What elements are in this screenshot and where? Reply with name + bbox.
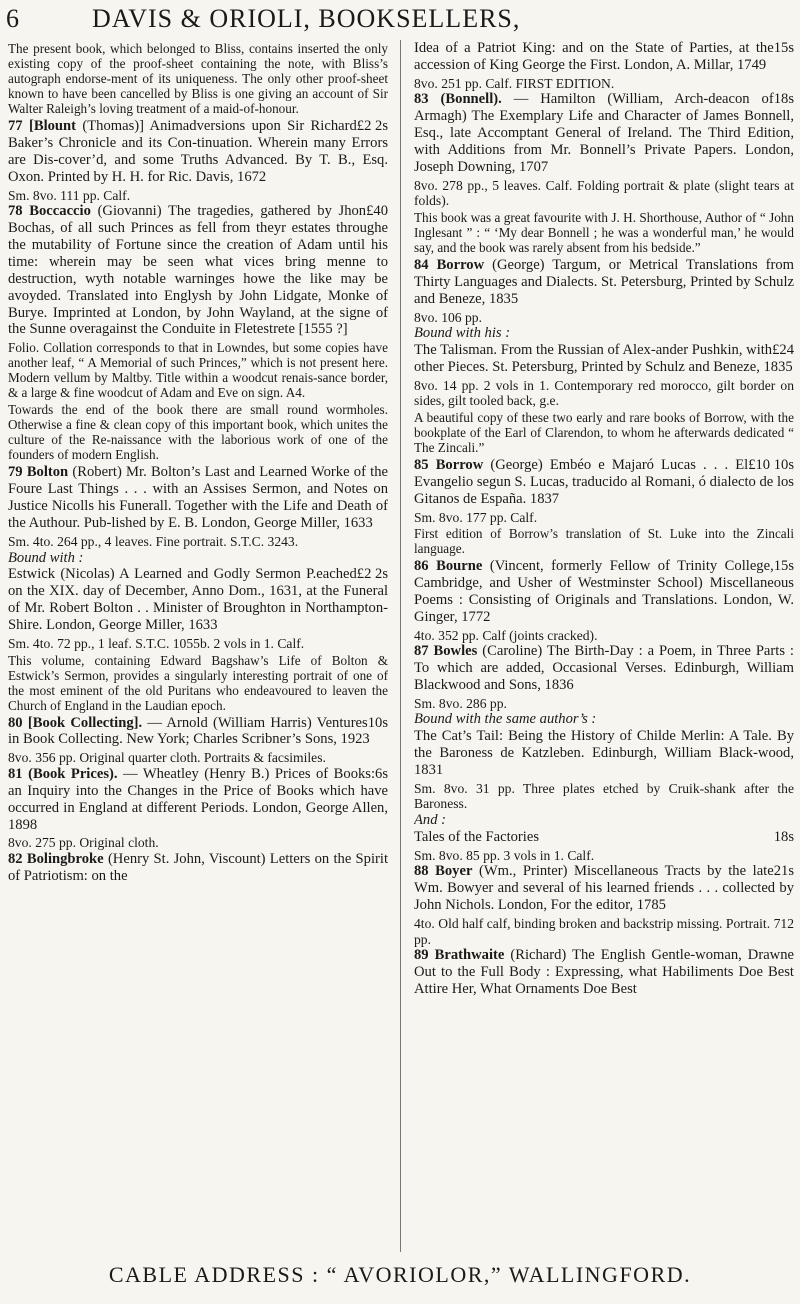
entry-author: Bowles xyxy=(433,643,478,660)
entry-description: Estwick (Nicolas) A Learned and Godly Sermon P.eached on the XIX. day of December, Anno Dom., 1631, at the Funeral of Mr. Robert Bolton . . Minister of Broughton in Northampton-Shire. London, George Miller, 1633 xyxy=(8,566,388,634)
lot-number: 79 xyxy=(8,464,23,481)
catalogue-entry xyxy=(414,342,794,376)
entry-price: 10s xyxy=(367,714,388,731)
lot-number: 86 xyxy=(414,558,429,574)
entry-description: (Caroline) The Birth-Day : a Poem, in Three Parts : To which are added, Occasional Verses. Edinburgh, William Blackwood and Sons, 1836 xyxy=(414,643,794,693)
entry-note: Towards the end of the book there are small round wormholes. Otherwise a fine & clean copy of this important book, which unites the culture of the Re-naissance with the laborious work of one of the founders of modern English. xyxy=(8,402,388,463)
lot-number: 84 xyxy=(414,256,429,273)
lot-number: 87 xyxy=(414,643,429,660)
catalogue-entry xyxy=(414,257,794,308)
entry-note: This volume, containing Edward Bagshaw’s Life of Bolton & Estwick’s Sermon, provides a singularly interesting portrait of one of the most eminent of the old Puritans who endeavoured to leaven the Church of England in the Laudian epoch. xyxy=(8,652,388,713)
entry-price: £2 2s xyxy=(356,118,388,134)
entry-description: The Talisman. From the Russian of Alex-ander Pushkin, with other Pieces. St. Petersburg, Printed by Schulz and Beneze, 1835 xyxy=(414,341,793,375)
collation-line: Sm. 8vo. 177 pp. Calf. xyxy=(414,509,538,525)
entry-price: £40 xyxy=(366,203,388,220)
entry-author: Bolingbroke xyxy=(26,850,104,867)
running-title: DAVIS & ORIOLI, BOOKSELLERS, xyxy=(92,4,521,33)
entry-description: — Wheatley (Henry B.) Prices of Books: an Inquiry into the Changes in the Price of Books which have occurred in England at different Periods. London, George Allen, 1898 xyxy=(8,765,388,833)
collation-line: Sm. 8vo. 111 pp. Calf. xyxy=(8,187,131,203)
entry-author: Borrow xyxy=(436,256,485,273)
page-header xyxy=(0,4,800,42)
entry-description: Tales of the Factories xyxy=(414,828,540,845)
entry-price: 18s xyxy=(773,91,794,108)
collation-line: 8vo. 106 pp. xyxy=(414,309,482,325)
bound-with-label: Bound with : xyxy=(8,549,84,566)
catalogue-entry xyxy=(414,457,794,508)
entry-author: Bolton xyxy=(26,464,69,481)
entry-author: (Book Prices). xyxy=(28,765,118,782)
entry-author: [Blount xyxy=(28,118,77,134)
catalogue-entry xyxy=(8,715,388,749)
bound-with-label: Bound with his : xyxy=(414,325,511,342)
entry-price: 21s xyxy=(773,863,794,880)
collation-line: Sm. 8vo. 85 pp. 3 vols in 1. Calf. xyxy=(414,847,595,863)
entry-description: (Robert) Mr. Bolton’s Last and Learned Worke of the Foure Last Things . . . with an Assises Sermon, and Notes on Justice Nicolls his Funerall. Together with the Life and Death of the Authour. Pub-lished by E. B. London, George Miller, 1633 xyxy=(8,464,388,532)
entry-description: — Arnold (William Harris) Ventures in Book Collecting. New York; Charles Scribner’s Sons, 1923 xyxy=(8,714,370,748)
lot-number: 83 xyxy=(414,91,429,108)
catalogue-entry xyxy=(8,464,388,532)
entry-description: (Giovanni) The tragedies, gathered by Jhon Bochas, of all such Princes as fell from theyr estates throughe the mutability of Fortune since the creation of Adam until his time: wherein may be seen what vices bring menne to destruction, wyth notable warninges howe the like may be avoyded. Translated into Englysh by John Lidgate, Monke of Burye. Imprinted at London, by John Wayland, at the signe of the Sunne overagainst the Conduite in Fletestrete [1555 ?] xyxy=(8,203,388,338)
collation-line: Sm. 4to. 72 pp., 1 leaf. S.T.C. 1055b. 2 vols in 1. Calf. xyxy=(8,636,305,652)
catalogue-entry xyxy=(8,766,388,834)
entry-note: A beautiful copy of these two early and rare books of Borrow, with the bookplate of the Earl of Clarendon, to whom he afterwards dedicated “ The Zincali.” xyxy=(414,409,794,455)
lot-number: 88 xyxy=(414,863,429,880)
lot-number: 78 xyxy=(8,203,23,220)
catalogue-entry xyxy=(414,40,794,74)
catalogue-entry xyxy=(414,947,794,998)
entry-author: Bourne xyxy=(436,558,483,574)
lot-number: 89 xyxy=(414,947,429,963)
collation-line: 4to. 352 pp. Calf (joints cracked). xyxy=(414,627,598,643)
catalogue-entry xyxy=(414,863,794,914)
catalogue-entry xyxy=(8,851,388,885)
entry-description: (George) Embéo e Majaró Lucas . . . El Evangelio segun S. Lucas, traducido al Romani, ó dialecto de los Gitanos de España. 1837 xyxy=(414,456,794,507)
entry-note: Folio. Collation corresponds to that in Lowndes, but some copies have another leaf, “ A Memorial of such Princes,” which is not present here. Modern vellum by Maltby. Title within a woodcut renais-sance border, & a large & fine woodcut of Adam and Eve on sign. A4. xyxy=(8,340,388,401)
entry-description: (Henry St. John, Viscount) Letters on the Spirit of Patriotism: on the xyxy=(8,850,388,884)
collation-line: 8vo. 14 pp. 2 vols in 1. Contemporary red morocco, gilt border on sides, gilt tooled back, g.e. xyxy=(414,377,794,409)
right-column xyxy=(414,40,794,1258)
column-divider xyxy=(400,40,401,1252)
entry-description: Idea of a Patriot King: and on the State of Parties, at the accession of King George the First. London, A. Millar, 1749 xyxy=(414,40,774,73)
page-number: 6 xyxy=(6,4,19,33)
entry-note: First edition of Borrow’s translation of St. Luke into the Zincali language. xyxy=(414,526,794,556)
lot-number: 80 xyxy=(8,714,23,731)
entry-author: Boccaccio xyxy=(29,203,91,220)
catalogue-entry xyxy=(414,558,794,626)
catalogue-entry xyxy=(414,643,794,694)
entry-author: [Book Collecting]. xyxy=(27,714,143,731)
entry-description: The Cat’s Tail: Being the History of Childe Merlin: A Tale. By the Baroness de Katzleben. Edinburgh, William Black-wood, 1831 xyxy=(414,728,794,779)
cable-address-footer: CABLE ADDRESS : “ AVORIOLOR,” WALLINGFORD. xyxy=(108,1262,692,1287)
lot-number: 85 xyxy=(414,456,429,473)
entry-description: (George) Targum, or Metrical Translations from Thirty Languages and Dialects. St. Petersburg, Printed by Schulz and Beneze, 1835 xyxy=(414,256,794,307)
left-column xyxy=(8,40,388,1258)
collation-line: Sm. 4to. 264 pp., 4 leaves. Fine portrait. S.T.C. 3243. xyxy=(8,534,299,549)
entry-author: (Bonnell). xyxy=(440,91,502,108)
catalogue-entry xyxy=(414,728,794,779)
entry-price: 15s xyxy=(773,558,794,574)
entry-author: Brathwaite xyxy=(434,947,505,963)
entry-note: The present book, which belonged to Bliss, contains inserted the only existing copy of the proof-sheet containing the note, with Bliss’s autograph endorse-ment of its uniqueness. The only other proof-sheet known to have been cancelled by Bliss is one giving an account of Sir Walter Raleigh’s loving treatment of a maid-of-honour. xyxy=(8,41,388,116)
collation-line: Sm. 8vo. 286 pp. xyxy=(414,695,507,711)
entry-description: (Vincent, formerly Fellow of Trinity College, Cambridge, and Usher of Westminster School) Miscellaneous Poems : Consisting of Originals and Translations. London, W. Ginger, 1772 xyxy=(414,558,794,625)
catalogue-entry xyxy=(8,118,388,186)
collation-line: 8vo. 251 pp. Calf. FIRST EDITION. xyxy=(414,75,615,91)
entry-author: Boyer xyxy=(435,863,473,880)
collation-line: 4to. Old half calf, binding broken and backstrip missing. Portrait. 712 pp. xyxy=(414,916,794,947)
collation-line: Sm. 8vo. 31 pp. Three plates etched by Cruik-shank after the Baroness. xyxy=(414,780,794,812)
lot-number: 82 xyxy=(8,850,23,867)
lot-number: 77 xyxy=(8,118,23,134)
entry-price: £10 10s xyxy=(748,456,794,473)
entry-price: £2 2s xyxy=(356,566,388,583)
lot-number: 81 xyxy=(8,765,23,782)
entry-description: — Hamilton (William, Arch-deacon of Armagh) The Exemplary Life and Character of James Bonnell, Esq., late Accomptant General of Ireland. The Third Edition, with Additions from Mr. Bonnell’s Private Papers. London, Joseph Downing, 1707 xyxy=(414,91,794,175)
catalogue-entry xyxy=(8,203,388,338)
collation-line: 8vo. 278 pp., 5 leaves. Calf. Folding portrait & plate (slight tears at folds). xyxy=(414,177,794,209)
collation-line: 8vo. 356 pp. Original quarter cloth. Portraits & facsimiles. xyxy=(8,750,326,766)
collation-line: 8vo. 275 pp. Original cloth. xyxy=(8,835,159,851)
entry-author: Borrow xyxy=(435,456,484,473)
entry-price: 15s xyxy=(773,40,794,56)
entry-description: (Richard) The English Gentle-woman, Drawne Out to the Full Body : Expressing, what Habiliments Doe Best Attire Her, What Ornaments Doe Best xyxy=(414,947,794,997)
entry-description: (Thomas)] Animadversions upon Sir Richard Baker’s Chronicle and its Con-tinuation. Wherein many Errors are Dis-cover’d, and some Truths Advanced. By T. B., Esq. Oxon. Printed by H. H. for Ric. Davis, 1672 xyxy=(8,118,388,185)
catalogue-entry xyxy=(414,829,794,846)
catalogue-entry xyxy=(8,566,388,634)
catalogue-entry xyxy=(414,91,794,176)
entry-price: £24 xyxy=(772,341,794,358)
entry-description: (Wm., Printer) Miscellaneous Tracts by the late Wm. Bowyer and several of his learned friends . . . collected by John Nichols. London, For the editor, 1785 xyxy=(414,863,794,914)
bound-with-label: And : xyxy=(414,811,447,828)
entry-note: This book was a great favourite with J. H. Shorthouse, Author of “ John Inglesant ” : “ ‘My dear Bonnell ; he was a wonderful man,’ he would say, and the book was rarely absent from his bedside.” xyxy=(414,209,794,255)
entry-price: 6s xyxy=(375,765,388,782)
entry-price: 18s xyxy=(773,828,794,845)
bound-with-label: Bound with the same author’s : xyxy=(414,711,597,728)
